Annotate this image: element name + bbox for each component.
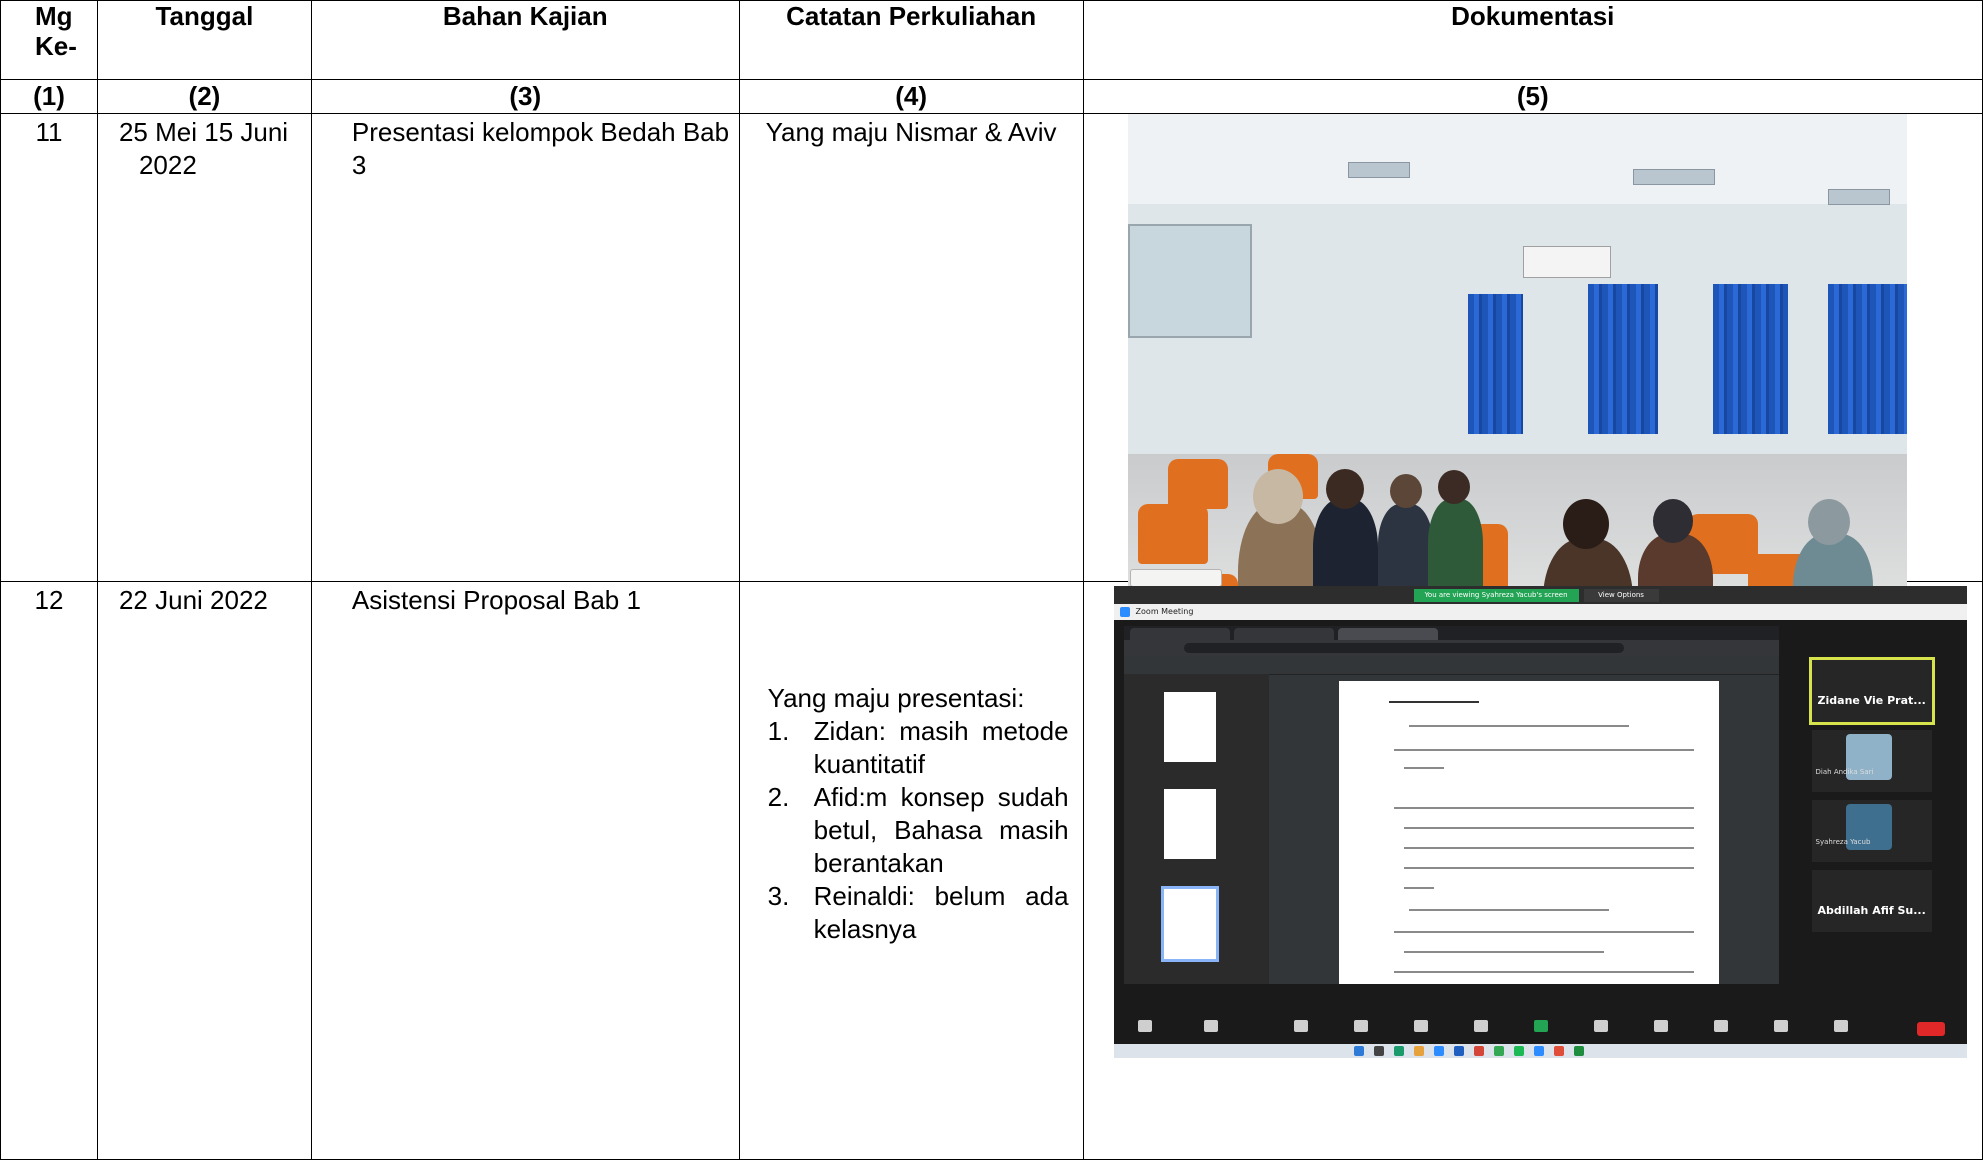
list-number: 2. <box>767 782 790 812</box>
participant-name: Abdillah Afif Su... <box>1817 904 1926 917</box>
list-text: Afid:m konsep sudah betul, Bahasa masih berantakan <box>813 782 1069 878</box>
column-number: (2) <box>97 80 311 114</box>
zoom-toolbar <box>1114 1014 1967 1044</box>
date-line: 25 Mei 15 Juni <box>118 117 289 147</box>
header-row <box>1 1 1983 80</box>
table-row <box>1 582 1983 1160</box>
zoom-window-title: Zoom Meeting <box>1135 607 1194 616</box>
meeting-date <box>97 114 311 582</box>
list-item <box>768 781 1069 880</box>
table-row <box>1 114 1983 582</box>
meeting-number: 11 <box>1 114 98 582</box>
viewing-banner: You are viewing Syahreza Yacub's screen <box>1414 589 1579 602</box>
column-number: (4) <box>739 80 1083 114</box>
list-text: Zidan: masih metode kuantitatif <box>813 716 1069 779</box>
header-bahan-kajian: Bahan Kajian <box>311 1 739 80</box>
view-options-button: View Options <box>1584 589 1659 602</box>
meeting-number: 12 <box>1 582 98 1160</box>
documentation-cell <box>1083 114 1982 582</box>
notes-list <box>768 715 1069 946</box>
header-catatan: Catatan Perkuliahan <box>739 1 1083 80</box>
study-material: Asistensi Proposal Bab 1 <box>311 582 739 1160</box>
shared-browser <box>1124 626 1779 984</box>
end-button <box>1917 1022 1945 1036</box>
meeting-date: 22 Juni 2022 <box>97 582 311 1160</box>
list-item <box>768 880 1069 946</box>
notes-intro: Yang maju presentasi: <box>767 683 1025 713</box>
header-tanggal: Tanggal <box>97 1 311 80</box>
list-item <box>768 715 1069 781</box>
column-number: (3) <box>311 80 739 114</box>
column-number: (5) <box>1083 80 1982 114</box>
participant-name: Zidane Vie Prat... <box>1817 694 1926 707</box>
lecture-notes <box>739 582 1083 1160</box>
windows-taskbar <box>1114 1044 1967 1058</box>
list-number: 1. <box>767 716 790 746</box>
column-number-row <box>1 80 1983 114</box>
pdf-page <box>1339 681 1719 984</box>
lecture-notes: Yang maju Nismar & Aviv <box>739 114 1083 582</box>
study-material: Presentasi kelompok Bedah Bab 3 <box>311 114 739 582</box>
header-mg: Mg Ke- <box>1 1 98 80</box>
date-line: 2022 <box>138 150 197 180</box>
column-number: (1) <box>1 80 98 114</box>
participant-name: Diah Andika Sari <box>1815 768 1874 776</box>
list-text: Reinaldi: belum ada kelasnya <box>813 881 1069 944</box>
documentation-cell <box>1083 582 1982 1160</box>
header-dokumentasi: Dokumentasi <box>1083 1 1982 80</box>
list-number: 3. <box>767 881 790 911</box>
zoom-screenshot <box>1114 586 1967 1058</box>
participant-name: Syahreza Yacub <box>1815 838 1871 846</box>
zoom-logo-icon <box>1120 607 1130 617</box>
